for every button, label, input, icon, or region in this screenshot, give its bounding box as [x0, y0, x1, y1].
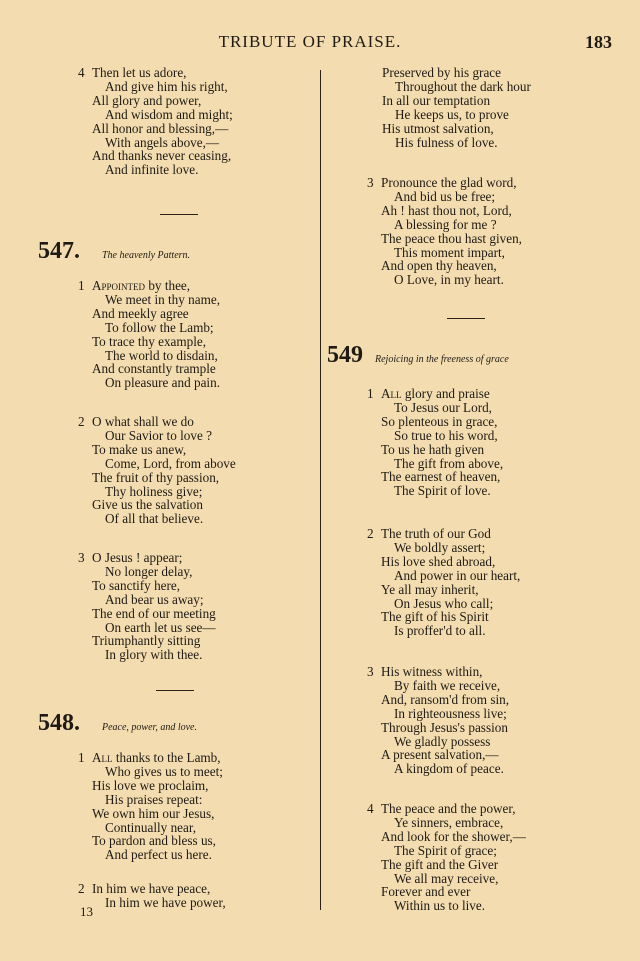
stanza-line: And perfect us here.	[105, 847, 212, 863]
stanza-line: We meet in thy name,	[105, 291, 221, 307]
stanza-number: 1	[367, 386, 374, 401]
hymn-547-stanza-1	[78, 279, 220, 390]
stanza-line: We own him our Jesus,	[92, 805, 215, 821]
stanza-number: 3	[367, 664, 374, 679]
stanza-line: We all may receive,	[394, 870, 499, 886]
stanza-line: To make us anew,	[92, 441, 187, 457]
stanza-number: 4	[367, 801, 374, 816]
stanza-line: His love we proclaim,	[92, 777, 209, 793]
stanza-line: 2 O what shall we do	[78, 414, 194, 429]
stanza-line: The earnest of heaven,	[381, 469, 501, 485]
stanza-number: 2	[367, 526, 374, 541]
hymn-subtitle: Rejoicing in the freeness of grace	[375, 354, 509, 365]
stanza-number: 1	[78, 278, 85, 293]
section-rule	[447, 318, 485, 319]
stanza-line: He keeps us, to prove	[395, 106, 509, 122]
stanza-line: His love shed abroad,	[381, 553, 496, 569]
stanza-line: And, ransom'd from sin,	[381, 691, 510, 707]
stanza-line: This moment impart,	[394, 244, 505, 260]
stanza-line: Give us the salvation	[92, 497, 203, 513]
stanza-line: And meekly agree	[92, 305, 189, 321]
stanza-line: The Spirit of love.	[394, 483, 491, 499]
stanza-line: The Spirit of grace;	[394, 842, 497, 858]
stanza-line: So true to his word,	[394, 427, 498, 443]
stanza-line: To sanctify here,	[92, 577, 181, 593]
stanza-line: His utmost salvation,	[382, 120, 494, 136]
signature-mark: 13	[80, 904, 93, 919]
hymn-number: 549	[327, 342, 363, 368]
stanza-line: To pardon and bless us,	[92, 833, 216, 849]
running-title: TRIBUTE OF PRAISE.	[218, 32, 402, 51]
stanza-line: Ye sinners, embrace,	[394, 814, 504, 830]
stanza-line: 4 The peace and the power,	[367, 801, 516, 816]
stanza-line: His praises repeat:	[105, 791, 203, 807]
stanza-line: By faith we receive,	[394, 677, 501, 693]
stanza-line: And thanks never ceasing,	[92, 148, 232, 164]
stanza-line: Forever and ever	[381, 884, 471, 900]
stanza-line: Ye all may inherit,	[381, 581, 479, 597]
stanza-line: On earth let us see—	[105, 619, 216, 635]
section-rule	[156, 690, 194, 691]
stanza-line: Is proffer'd to all.	[394, 623, 486, 639]
stanza-line: On Jesus who call;	[394, 595, 494, 611]
stanza-line: And look for the shower,—	[381, 828, 526, 844]
stanza-line: 4 Then let us adore,	[78, 65, 187, 80]
hymn-547-header	[38, 238, 190, 265]
stanza-line: Through Jesus's passion	[381, 719, 508, 735]
stanza-line: And wisdom and might;	[105, 106, 233, 122]
stanza-continued	[382, 66, 531, 149]
stanza-number: 3	[78, 550, 85, 565]
stanza-line: 3 His witness within,	[367, 664, 483, 679]
stanza-line: To us he hath given	[381, 441, 485, 457]
stanza-line: The fruit of thy passion,	[92, 469, 220, 485]
stanza-line: The gift from above,	[394, 455, 504, 471]
stanza-line: 2 In him we have peace,	[78, 881, 211, 896]
hymn-547-stanza-2	[78, 415, 236, 526]
hymn-548-stanza-2	[78, 882, 226, 910]
stanza-line: 1 All glory and praise	[367, 386, 490, 401]
hymn-548-stanza-1	[78, 751, 223, 862]
stanza-line: And bear us away;	[105, 591, 204, 607]
hymn-549-stanza-3	[367, 665, 509, 776]
stanza-line: A kingdom of peace.	[394, 761, 504, 777]
stanza-line: And give him his right,	[105, 78, 228, 94]
stanza-line: And bid us be free;	[394, 188, 496, 204]
stanza-line: To trace thy example,	[92, 333, 207, 349]
stanza-line: In all our temptation	[382, 92, 491, 108]
stanza-line: Thy holiness give;	[105, 483, 203, 499]
stanza-line: In him we have power,	[105, 894, 226, 910]
stanza-line: Our Savior to love ?	[105, 427, 212, 443]
stanza-line: Triumphantly sitting	[92, 633, 201, 649]
hymn-subtitle: Peace, power, and love.	[102, 722, 197, 733]
section-rule	[160, 214, 198, 215]
stanza-number: 2	[78, 881, 85, 896]
stanza-line: And open thy heaven,	[381, 258, 497, 274]
stanza-line: The world to disdain,	[105, 347, 218, 363]
hymn-549-stanza-4	[367, 802, 526, 913]
stanza-line: Throughout the dark hour	[395, 78, 531, 94]
stanza-line: A present salvation,—	[381, 747, 499, 763]
stanza-number: 4	[78, 65, 85, 80]
stanza-line: Within us to live.	[394, 898, 486, 914]
page-number: 183	[585, 32, 612, 52]
stanza-line: 1 Appointed by thee,	[78, 278, 191, 293]
stanza-line: O Love, in my heart.	[394, 272, 504, 288]
stanza-line: To follow the Lamb;	[105, 319, 214, 335]
hymn-549-header	[327, 342, 509, 369]
stanza-line: With angels above,—	[105, 134, 220, 150]
stanza-line: The gift and the Giver	[381, 856, 499, 872]
stanza-3	[367, 176, 522, 287]
stanza-line: In glory with thee.	[105, 647, 203, 663]
stanza-number: 1	[78, 750, 85, 765]
stanza-line: And infinite love.	[105, 162, 199, 178]
hymn-549-stanza-2	[367, 527, 520, 638]
hymn-548-header	[38, 710, 197, 737]
stanza-line: Preserved by his grace	[382, 65, 502, 80]
stanza-line: 3 Pronounce the glad word,	[367, 175, 517, 190]
hymn-number: 547.	[38, 238, 80, 264]
stanza-line: And power in our heart,	[394, 567, 521, 583]
stanza-line: 2 The truth of our God	[367, 526, 491, 541]
stanza-line: No longer delay,	[105, 563, 193, 579]
stanza-line: All honor and blessing,—	[92, 120, 229, 136]
stanza-line: We gladly possess	[394, 733, 491, 749]
stanza-line: And constantly trample	[92, 361, 216, 377]
stanza-line: We boldly assert;	[394, 539, 486, 555]
stanza-line: To Jesus our Lord,	[394, 399, 492, 415]
hymn-subtitle: The heavenly Pattern.	[102, 250, 191, 261]
stanza-line: The peace thou hast given,	[381, 230, 522, 246]
stanza-line: The end of our meeting	[92, 605, 216, 621]
stanza-line: Continually near,	[105, 819, 197, 835]
hymn-547-stanza-3	[78, 551, 216, 662]
hymn-number: 548.	[38, 710, 80, 736]
stanza-line: A blessing for me ?	[394, 216, 497, 232]
stanza-line: 1 All thanks to the Lamb,	[78, 750, 221, 765]
stanza-line: 3 O Jesus ! appear;	[78, 550, 183, 565]
stanza-line: All glory and power,	[92, 92, 202, 108]
stanza-number: 2	[78, 414, 85, 429]
stanza-continued-4	[78, 66, 233, 177]
column-divider	[320, 70, 321, 910]
stanza-line: In righteousness live;	[394, 705, 507, 721]
stanza-line: So plenteous in grace,	[381, 413, 498, 429]
stanza-line: Who gives us to meet;	[105, 763, 223, 779]
stanza-number: 3	[367, 175, 374, 190]
hymn-549-stanza-1	[367, 387, 503, 498]
stanza-line: On pleasure and pain.	[105, 375, 220, 391]
stanza-line: Come, Lord, from above	[105, 455, 236, 471]
stanza-line: Ah ! hast thou not, Lord,	[381, 202, 512, 218]
stanza-line: The gift of his Spirit	[381, 609, 489, 625]
stanza-line: Of all that believe.	[105, 511, 204, 527]
stanza-line: His fulness of love.	[395, 134, 498, 150]
